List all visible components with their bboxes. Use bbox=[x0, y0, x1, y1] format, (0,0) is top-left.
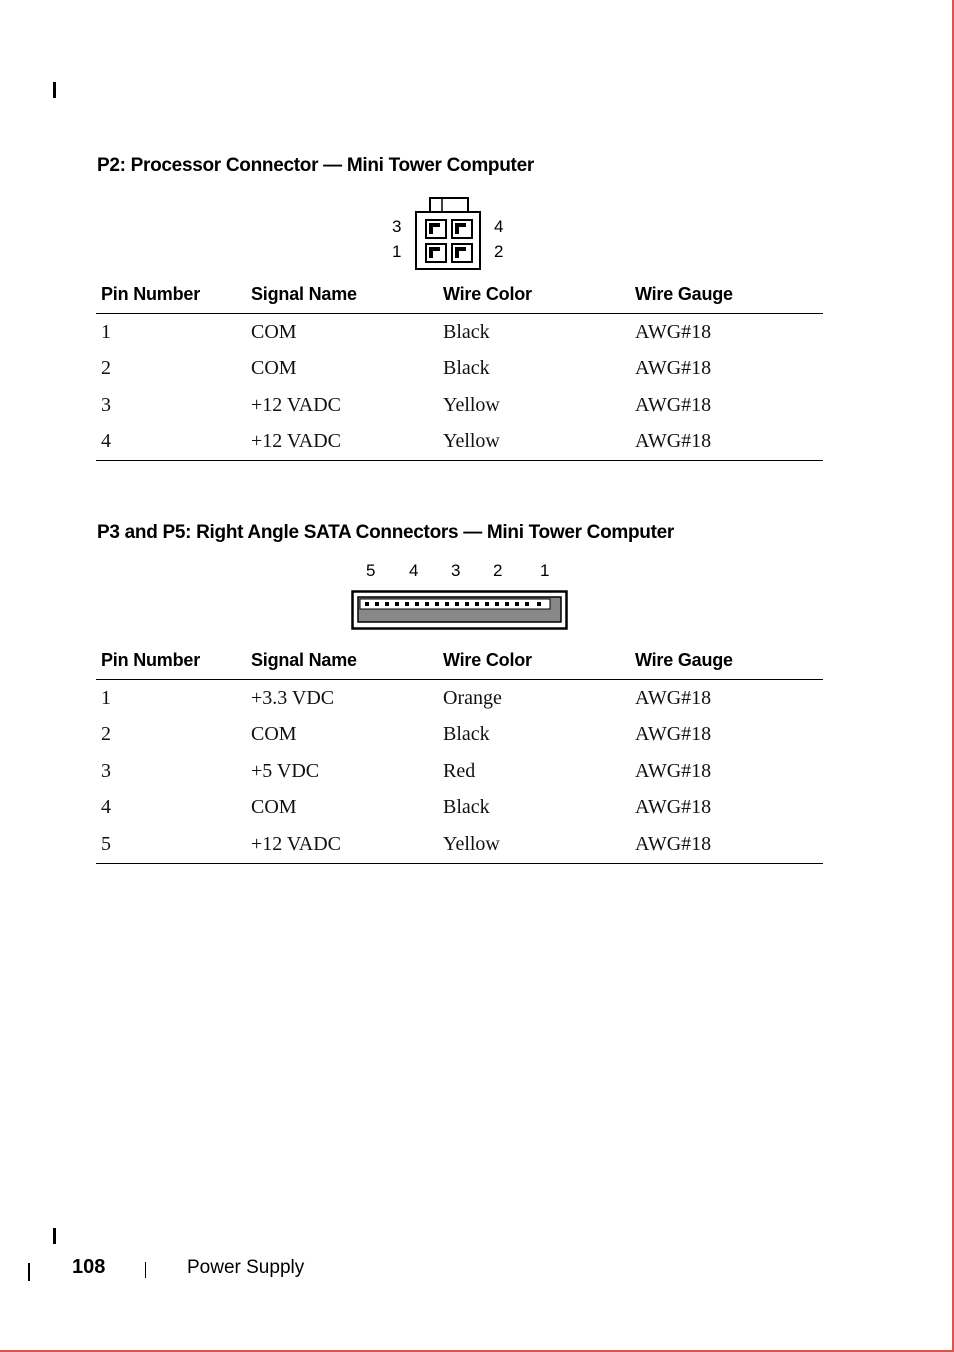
cell-color: Yellow bbox=[438, 826, 630, 863]
cell-color: Black bbox=[443, 723, 490, 746]
cell-gauge: AWG#18 bbox=[635, 393, 712, 416]
cell-pin: 2 bbox=[101, 723, 111, 746]
cell-pin: 5 bbox=[96, 826, 246, 863]
cell-pin: 1 bbox=[101, 320, 111, 343]
table-row bbox=[96, 351, 823, 388]
table-row bbox=[96, 826, 823, 863]
sata-connector-icon bbox=[351, 590, 569, 631]
cell-signal: +3.3 VDC bbox=[251, 686, 335, 709]
table-row bbox=[96, 790, 823, 827]
cell-gauge: AWG#18 bbox=[635, 320, 712, 343]
cell-color: Yellow bbox=[443, 393, 500, 416]
header-wire-gauge: Wire Gauge bbox=[630, 641, 823, 680]
table-row bbox=[96, 387, 823, 424]
pin-label-2: 2 bbox=[494, 242, 504, 261]
cell-gauge: AWG#18 bbox=[630, 826, 823, 863]
cell-pin: 3 bbox=[101, 759, 111, 782]
footer-section-title: Power Supply bbox=[187, 1257, 305, 1278]
cell-signal: +12 VADC bbox=[246, 424, 438, 461]
cell-signal: +12 VADC bbox=[246, 826, 438, 863]
section2-table bbox=[96, 641, 823, 864]
cell-gauge: AWG#18 bbox=[635, 759, 712, 782]
cell-pin: 4 bbox=[96, 424, 246, 461]
cell-color: Orange bbox=[443, 686, 502, 709]
cell-color: Red bbox=[443, 759, 476, 782]
header-wire-gauge: Wire Gauge bbox=[630, 275, 823, 314]
cell-gauge: AWG#18 bbox=[630, 424, 823, 461]
sata-pin-label-1: 1 bbox=[540, 561, 550, 580]
section1-table bbox=[96, 275, 823, 461]
header-pin-number: Pin Number bbox=[96, 275, 246, 314]
pin-label-3: 3 bbox=[392, 217, 402, 236]
sata-pin-label-5: 5 bbox=[366, 561, 376, 580]
section1-heading: P2: Processor Connector — Mini Tower Computer bbox=[97, 155, 534, 176]
processor-connector-icon bbox=[414, 196, 484, 272]
header-wire-color: Wire Color bbox=[438, 275, 630, 314]
cell-gauge: AWG#18 bbox=[635, 796, 712, 819]
table-row bbox=[96, 680, 823, 717]
cell-color: Yellow bbox=[438, 424, 630, 461]
crop-mark-top bbox=[53, 82, 56, 98]
cell-color: Black bbox=[443, 796, 490, 819]
sata-pin-label-3: 3 bbox=[451, 561, 461, 580]
pin-label-4: 4 bbox=[494, 217, 504, 236]
pin-label-1: 1 bbox=[392, 242, 402, 261]
sata-pin-label-4: 4 bbox=[409, 561, 419, 580]
table-header-row bbox=[96, 275, 823, 314]
cell-signal: COM bbox=[251, 723, 297, 746]
cell-signal: +12 VADC bbox=[251, 393, 342, 416]
header-wire-color: Wire Color bbox=[438, 641, 630, 680]
cell-color: Black bbox=[443, 357, 490, 380]
table-row bbox=[96, 314, 823, 351]
sata-pin-label-2: 2 bbox=[493, 561, 503, 580]
cell-pin: 4 bbox=[101, 796, 111, 819]
footer-separator bbox=[145, 1262, 146, 1278]
header-signal-name: Signal Name bbox=[246, 275, 438, 314]
cell-signal: COM bbox=[251, 357, 297, 380]
section2-heading: P3 and P5: Right Angle SATA Connectors — Mini Tower Computer bbox=[97, 522, 675, 543]
crop-mark-footer bbox=[28, 1263, 30, 1281]
table-header-row bbox=[96, 641, 823, 680]
cell-pin: 2 bbox=[101, 357, 111, 380]
header-signal-name: Signal Name bbox=[246, 641, 438, 680]
table-row bbox=[96, 424, 823, 461]
cell-pin: 1 bbox=[101, 686, 111, 709]
table-row bbox=[96, 753, 823, 790]
cell-gauge: AWG#18 bbox=[635, 723, 712, 746]
table-row bbox=[96, 717, 823, 754]
cell-signal: COM bbox=[251, 796, 297, 819]
crop-mark-bottom bbox=[53, 1228, 56, 1244]
cell-signal: COM bbox=[251, 320, 297, 343]
cell-pin: 3 bbox=[101, 393, 111, 416]
cell-gauge: AWG#18 bbox=[635, 357, 712, 380]
cell-gauge: AWG#18 bbox=[635, 686, 712, 709]
cell-signal: +5 VDC bbox=[251, 759, 320, 782]
header-pin-number: Pin Number bbox=[96, 641, 246, 680]
page-number: 108 bbox=[72, 1256, 106, 1278]
cell-color: Black bbox=[443, 320, 490, 343]
